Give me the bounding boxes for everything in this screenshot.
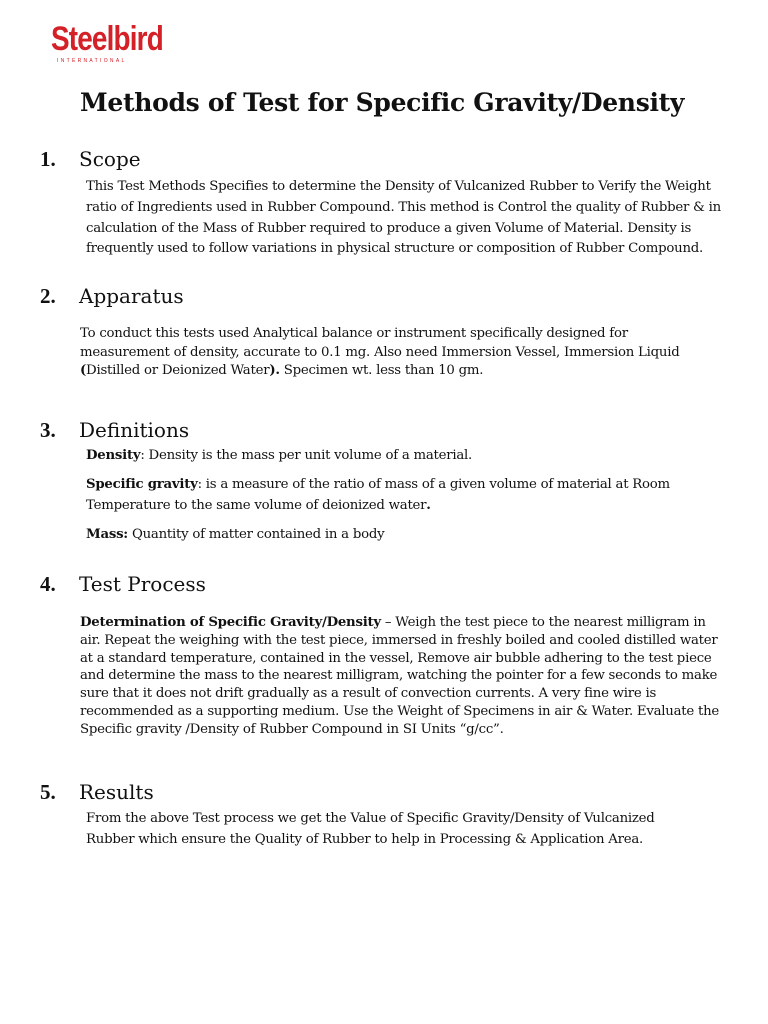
apparatus-paragraph [80,325,720,381]
definition-end: . [426,497,431,513]
section-heading-definitions [40,418,189,443]
apparatus-specimen: Specimen wt. less than 10 gm. [279,363,484,378]
section-heading-scope [40,147,141,172]
logo-subtitle: INTERNATIONAL [57,58,127,64]
definition-text: : is a measure of the ratio of mass of a given volume of material at Room Temperature to the same volume of deionized water [86,477,670,513]
section-title: Apparatus [79,284,184,308]
apparatus-liquid: Distilled or Deionized Water [86,363,270,378]
section-heading-results [40,780,154,805]
section-title: Test Process [79,572,206,596]
steelbird-logo [51,22,163,64]
definition-density [86,446,726,467]
section-number: 2. [40,284,56,308]
test-process-text: – Weigh the test piece to the nearest milligram in air. Repeat the weighing with the test piece, immersed in freshly boiled and cooled distilled water at a standard temperature, contained in the vessel, Remove air bubble adhering to the test piece and determine the mass to the nearest milligram, watching the pointer for a few seconds to make sure that it does not drift gradually as a result of convection currents. A very fine wire is recommended as a supporting medium. Use the Weight of Specimens in air & Water. Evaluate the Specific gravity /Density of Rubber Compound in SI Units “g/cc”. [80,615,720,737]
test-process-paragraph [80,614,722,739]
section-number: 4. [40,572,56,596]
section-number: 3. [40,418,56,442]
section-title: Results [79,780,154,804]
definition-term: Density [86,448,141,463]
section-heading-apparatus [40,284,184,309]
logo-wordmark: Steelbird [51,20,163,58]
definition-term: Mass: [86,527,128,542]
definition-term: Specific gravity [86,477,198,492]
results-paragraph: From the above Test process we get the Value of Specific Gravity/Density of Vulcanized Rubber which ensure the Quality of Rubber to help in Processing & Application Area. [86,811,655,847]
definition-text: Quantity of matter contained in a body [127,527,385,542]
apparatus-open-paren: ( [80,363,87,378]
definition-text: : Density is the mass per unit volume of a material. [140,448,473,463]
apparatus-text: To conduct this tests used Analytical balance or instrument specifically designed for measurement of density, accurate to 0.1 mg. Also need Immersion Vessel, Immersion Liquid [80,326,680,360]
apparatus-close-paren: ). [269,363,280,378]
section-heading-test-process [40,572,206,597]
definition-specific-gravity [86,475,686,517]
section-number: 1. [40,147,56,171]
section-number: 5. [40,780,56,804]
section-title: Definitions [79,418,190,442]
section-title: Scope [79,147,141,171]
definition-mass [86,525,726,546]
test-process-term: Determination of Specific Gravity/Density [80,615,381,630]
page-title: Methods of Test for Specific Gravity/Density [80,88,685,117]
scope-paragraph: This Test Methods Specifies to determine the Density of Vulcanized Rubber to Verify the Weight ratio of Ingredients used in Rubber Compound. This method is Control the quality of Rubber & in calculation of the Mass of Rubber required to produce a given Volume of Material. Density is frequently used to follow variations in physical structure or composition of Rubber Compound. [86,179,721,257]
